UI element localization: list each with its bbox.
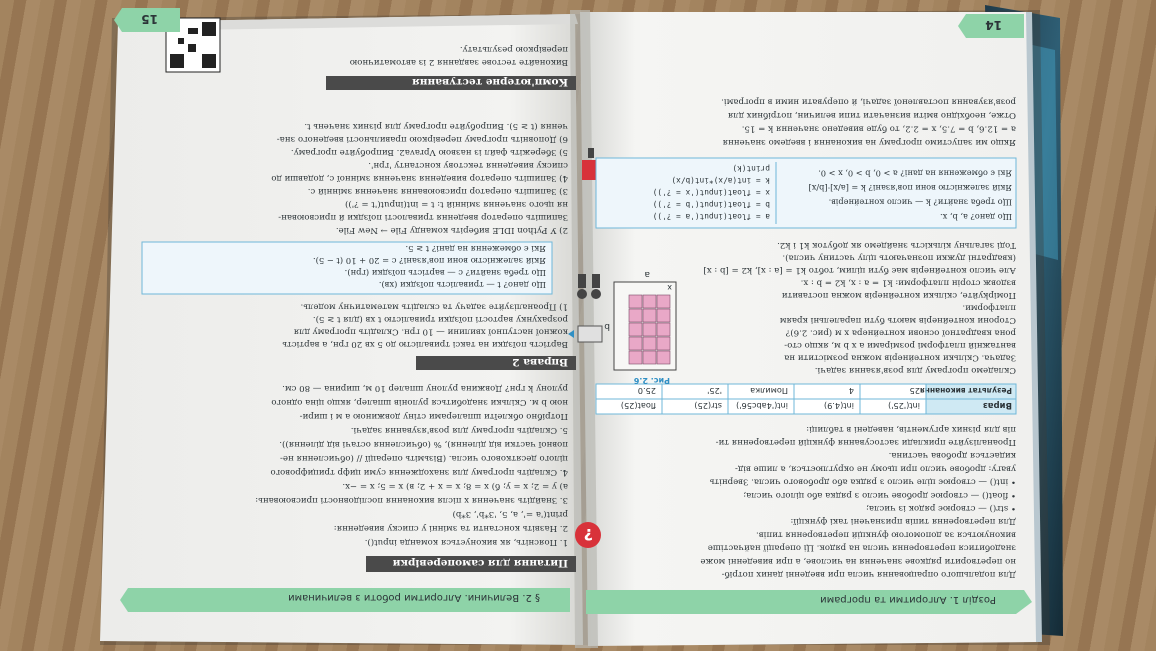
question-line: print('a =', a, 5, '3*b', 3*b)	[452, 509, 568, 519]
step-line: 3) Запишіть оператор присвоювання значення змінній c.	[307, 186, 568, 196]
task-line: Але число контейнерів має бути цілим, тобто k1 = [a : x], k2 = [b : x]	[703, 265, 1016, 275]
task-line: вздовж сторін платформи: k1 = a : x, k2 = b : x.	[800, 277, 1016, 288]
container-square	[657, 351, 670, 364]
testing-line: Виконайте тестове завдання 2 із автоматичною	[349, 57, 568, 67]
table-result-cell: 25.0	[637, 386, 656, 396]
question-icon	[575, 522, 601, 548]
model-line: Які є обмеження на дані? a > 0, b > 0, x > 0.	[818, 168, 1012, 179]
right-page-number-tab	[958, 14, 1024, 38]
container-square	[629, 295, 642, 308]
intro-line: виконуються за допомогою функцій перетворення типів.	[756, 529, 1016, 540]
intro-line: пів для різних аргументів, наведені в таблиці:	[806, 423, 1016, 434]
container-square	[629, 351, 642, 364]
intro-line: кидається дробова частина.	[888, 450, 1016, 461]
intro-line: Для подальшого опрацювання числа при введенні даних потріб-	[721, 569, 1016, 579]
task-line: Тоді загальну кількість знайдемо як добуток k1 і k2.	[777, 240, 1016, 250]
step-line: ня цього значення змінній t: t = int(input('t = ?'))	[345, 199, 568, 209]
intro-line: • float() — створює дробове число з рядка або цілого числа;	[743, 489, 1016, 500]
task-line: Задача. Скільки контейнерів можна розмістити на	[784, 352, 1016, 363]
testing-title: Комп'ютерне тестування	[412, 76, 568, 88]
code-line: a = float(input('a = ?'))	[652, 212, 770, 221]
model-line: Якій залежністю вони пов'язані? k = [a/x]·[b/x]	[808, 183, 1012, 193]
code-line: x = float(input('x = ?'))	[652, 188, 770, 197]
model-box-line: Що треба знайти? c — вартість поїздки (грн).	[344, 268, 546, 278]
closing-line: Отже, необхідно вміти визначати типи величин, потрібних для	[727, 110, 1016, 120]
question-line: 3. Знайдіть значення x після виконання послідовності присвоювань:	[255, 495, 568, 505]
step-line: 2) У Python IDLE виберіть команду File → New File.	[335, 225, 568, 235]
container-square	[643, 351, 656, 364]
container-square	[643, 309, 656, 322]
self-check-title: Питання для самоперевірки	[392, 557, 568, 569]
intro-line: Проаналізуйте приклади застосування функцій перетворення ти-	[715, 437, 1016, 447]
container-square	[643, 295, 656, 308]
container-square	[657, 295, 670, 308]
step-line: списку виведення текстову константу 'грн'.	[368, 160, 568, 170]
table-expression-cell: float(25)	[620, 401, 656, 411]
question-line: 2. Назвіть константи та змінні у списку виведення:	[333, 523, 568, 533]
svg-text:?: ?	[583, 525, 593, 544]
code-line: b = float(input('b = ?'))	[652, 200, 770, 209]
step-line: чення (t ≥ 5). Випробуйте програму для різних значень t.	[304, 121, 568, 131]
right-header-bar	[586, 590, 1032, 614]
exercise-title: Вправа 2	[512, 356, 568, 368]
figure-2-6	[604, 269, 676, 385]
table-expression-cell: int('25')	[888, 401, 920, 411]
task-line: Сторони контейнерів мають бути паралельні краям	[779, 315, 1016, 325]
container-square	[657, 309, 670, 322]
question-line: повної частки від ділення), % (обчислення остачі від ділення)).	[279, 439, 568, 449]
container-square	[643, 337, 656, 350]
closing-line: Якщо ми запустимо програму на виконання і введемо значення	[722, 137, 1016, 147]
table-header-expression: Вираз	[982, 400, 1012, 410]
exercise-line: кожної наступної хвилини — 10 грн. Складіть програму для	[293, 326, 568, 337]
intro-line: знадобитися перетворення числа на рядок. Ці операції найчастіше	[707, 542, 1016, 553]
task-line: Помірkуйте, скільки контейнерів можна поставити	[781, 290, 1016, 300]
table-expression-cell: int('4abc56')	[736, 401, 788, 411]
question-line: 4. Складіть програму для знаходження суми цифр трицифрового	[270, 467, 568, 477]
step-line: 4) Запишіть оператор виведення значення змінної c, додавши до	[271, 173, 568, 183]
table-expression-cell: int(4.9)	[823, 401, 854, 411]
figure-corner-label: x	[667, 283, 672, 292]
code-line: k = int(a/x)*int(b/x)	[671, 176, 770, 185]
model-box-line: Які є обмеження на дані? t ≥ 5.	[405, 244, 546, 254]
figure-bottom-label: a	[644, 269, 650, 279]
code-line: print(k)	[732, 164, 770, 173]
question-line: рулону k грн? Довжина рулону шпалер 10 м, ширина — 80 см.	[282, 383, 568, 393]
left-header-text: § 2. Величини. Алгоритми роботи з величинами	[288, 592, 540, 603]
exercise-steps	[271, 121, 568, 236]
container-square	[643, 323, 656, 336]
left-page-number: 15	[141, 12, 158, 26]
question-line: а) y = 2; x = y; б) x = 8; x = x + 2; в) x = 5; x = −x.	[342, 481, 568, 491]
right-header-text: Розділ 1. Алгоритми та програми	[820, 594, 996, 605]
container-square	[629, 337, 642, 350]
task-line: вантажній платформі розмірами a x b м, якщо сто-	[784, 340, 1016, 350]
intro-line: • int() — створює ціле число з рядка або дробового числа. Зверніть	[709, 476, 1016, 487]
container-grid	[629, 295, 670, 364]
left-page-number-tab	[114, 8, 180, 32]
intro-line: • str() — створює рядок із числа;	[865, 503, 1016, 513]
right-page-number: 14	[985, 18, 1002, 32]
figure-caption: Рис. 2.6	[633, 376, 670, 385]
container-square	[657, 323, 670, 336]
table-result-cell: 25	[909, 386, 920, 396]
table-result-cell: Помилка	[750, 386, 788, 396]
exercise-line: розрахунку вартості поїздки тривалістю t хв (для t ≥ 5).	[312, 314, 568, 324]
intro-line: Для перетворення типів призначені такі функції:	[790, 516, 1016, 527]
figure-side-label: b	[604, 321, 610, 331]
question-line: ною b м. Скільки знадобиться рулонів шпалер, якщо ціна одного	[271, 397, 568, 407]
model-line: Що треба знайти? k — число контейнерів.	[828, 197, 1012, 208]
step-line: 5) Збережіть файл із назвою Vprava2. Випробуйте програму.	[290, 147, 568, 157]
question-line: 1. Поясніть, як виконується команда input().	[364, 537, 568, 547]
conversion-table	[596, 384, 1016, 414]
exercise-line: Вартість поїздки на таксі тривалістю до 5 хв 20 грн, а вартість	[282, 339, 568, 349]
container-square	[629, 323, 642, 336]
table-header-result: Результат виконання	[919, 386, 1012, 395]
closing-line: розв'язування поставленої задачі, й оперувати ними в програмі.	[721, 96, 1016, 107]
closing-line: a = 12.6, b = 7.5, x = 2.2, то буде виведено значення k = 15.	[741, 123, 1016, 134]
task-line: Складемо програму для розв'язання задачі.	[814, 365, 1016, 375]
container-square	[629, 309, 642, 322]
question-line: цілого десяткового числа. (Візьміть операції // (обчислення не-	[280, 453, 568, 463]
model-box-line: Якій залежністю вони пов'язані? c = 20 + 10 (t − 5).	[312, 256, 546, 266]
model-box-line: Що дано? t — тривалість поїздки (хв).	[378, 280, 546, 290]
table-result-cell: '25'	[707, 386, 722, 396]
task-line: рона квадратної основи контейнера x м (рис. 2.6)?	[785, 327, 1016, 338]
step-line: 6) Доповніть програму перевіркою правильності введеного зна-	[276, 134, 568, 144]
task-line: платформи.	[962, 302, 1016, 313]
model-line: Що дано? a, b, x.	[940, 212, 1012, 222]
step-line: Запишіть оператор введення тривалості поїздки й присвоюван-	[278, 212, 568, 222]
question-line: Потрібно обклеїти шпалерами стіну довжиною a м і шири-	[299, 411, 568, 421]
left-header-bar	[120, 588, 570, 612]
task-line: (квадратні дужки позначають цілу частину числа).	[782, 252, 1016, 263]
container-square	[657, 337, 670, 350]
table-expression-cell: str(25)	[694, 401, 722, 411]
question-line: 5. Складіть програму для розв'язування задачі.	[350, 425, 568, 435]
exercise-line: 1) Проаналізуйте задачу та складіть математичну модель.	[300, 301, 568, 312]
testing-line: перевіркою результату.	[459, 44, 568, 54]
intro-line: но перетворити рядкове значення на числове, а при виведенні може	[700, 555, 1016, 566]
intro-line: увагу: дробове число при цьому не округлюється, а лише від-	[735, 463, 1016, 474]
table-result-cell: 4	[848, 386, 854, 396]
